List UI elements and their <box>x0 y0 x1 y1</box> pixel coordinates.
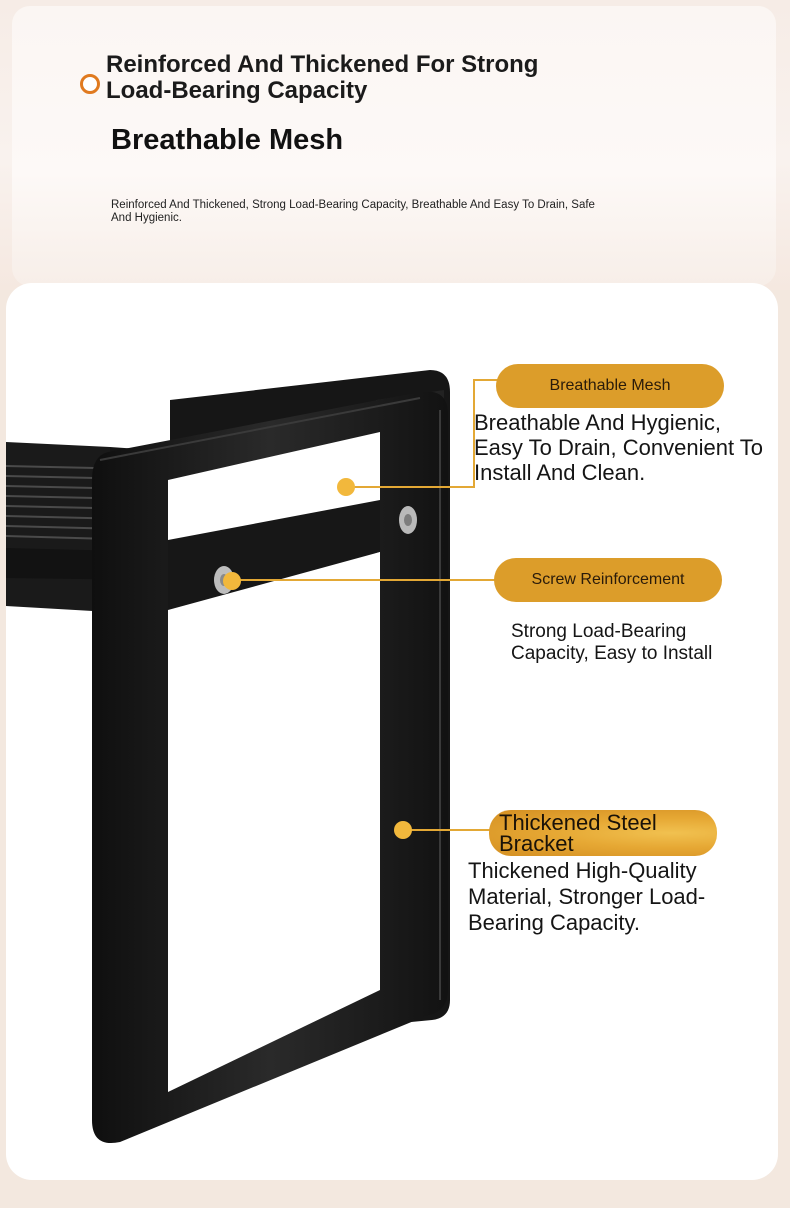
screw-reinforcement-description: Strong Load-Bearing Capacity, Easy to Install <box>511 621 713 664</box>
breathable-mesh-badge <box>496 364 724 408</box>
front-bracket <box>92 391 448 1143</box>
headline: Reinforced And Thickened For Strong Load-Bearing Capacity <box>106 51 539 104</box>
badge-label: Thickened Steel Bracket <box>499 810 657 856</box>
screw-reinforcement-badge <box>494 558 722 602</box>
description: Reinforced And Thickened, Strong Load-Bearing Capacity, Breathable And Easy To Drain, Safe And Hygienic. <box>111 199 595 224</box>
badge-label: Screw Reinforcement <box>531 571 685 588</box>
subheadline: Breathable Mesh <box>111 124 344 156</box>
breathable-mesh-description: Breathable And Hygienic, Easy To Drain, Convenient To Install And Clean. <box>474 410 764 485</box>
thickened-steel-bracket-description: Thickened High-Quality Material, Stronger Load-Bearing Capacity. <box>468 858 706 935</box>
badge-label: Breathable Mesh <box>549 377 671 394</box>
thickened-steel-bracket-badge <box>489 810 717 856</box>
